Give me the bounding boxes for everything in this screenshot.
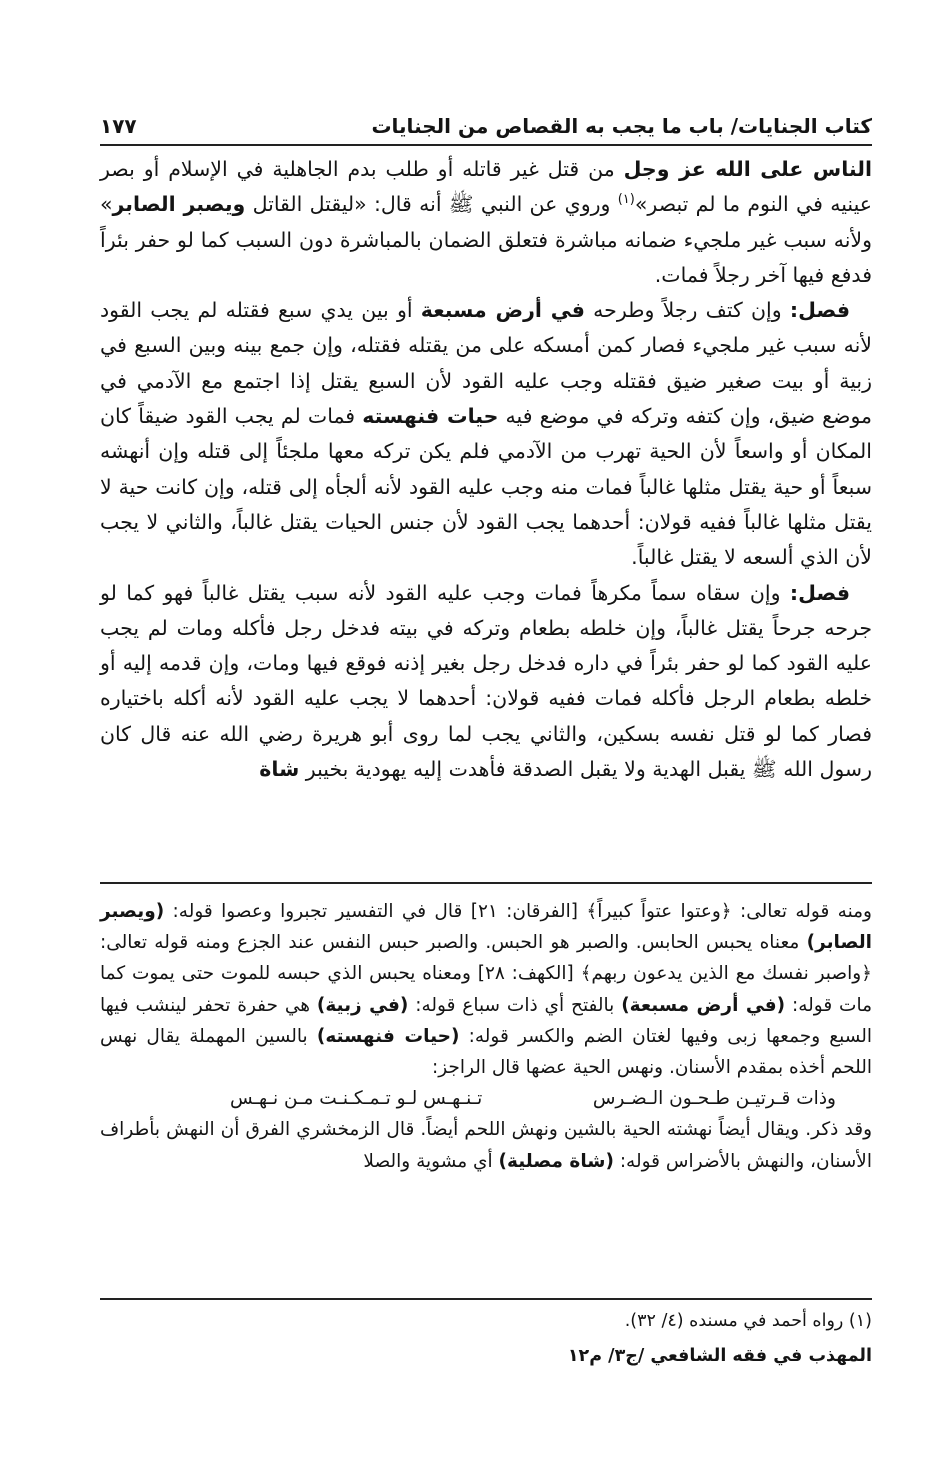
text-run: وإن كتف رجلاً وطرحه	[584, 298, 790, 323]
footnote-divider	[100, 1298, 872, 1300]
page-number: ١٧٧	[100, 114, 137, 138]
text-run: » ولأنه سبب غير ملجيء ضمانه مباشرة فتعلق الضمان بالمباشرة دون السبب كما لو حفر بئراً فدفع فيها آخر رجلاً فمات.	[100, 192, 872, 287]
verse-second-hemistich: تـنـهـس لـو تـمـكـنـت مـن نـهـس	[230, 1088, 483, 1110]
text-run: فمات لم يجب القود ضيقاً كان المكان أو واسعاً لأن الحية تهرب من الآدمي فلم يكن تركه معها ملجئاً إلى قتله وإن أنهشه سبعاً أو حية يقتل مثلها غالباً فمات منه وجب عليه القود لأنه ألجأه إلى قتله، وإن كانت حية لا يقتل مثلها غالباً ففيه قولان: أحدهما يجب القود لأن جنس الحيات يقتل غالباً، والثاني لا يجب لأن الذي ألسعه لا يقتل غالباً.	[100, 404, 872, 570]
text-run: شاة	[259, 757, 300, 782]
commentary-paragraph-2	[100, 1114, 872, 1176]
text-run: وقد ذكر. ويقال أيضاً نهشته الحية بالشين ونهش اللحم أيضاً. قال الزمخشري الفرق أن النهش بأطراف الأسنان، والنهش بالأضراس قوله:	[100, 1119, 872, 1172]
verse-first-hemistich: وذات قـرتيـن طـحـون الـضـرس	[592, 1088, 836, 1110]
text-run: ومنه قوله تعالى: ﴿وعتوا عتواً كبيراً﴾ [الفرقان: ٢١] قال في التفسير تجبروا وعصوا قوله:	[164, 901, 872, 922]
text-run: في أرض مسبعة	[420, 298, 585, 323]
text-run: (شاة مصلية)	[498, 1150, 614, 1172]
commentary-paragraph-1	[100, 896, 872, 1083]
running-header	[100, 100, 872, 138]
text-run: (في زبية)	[316, 994, 409, 1016]
section-label: فصل:	[789, 580, 850, 605]
paragraph-3	[100, 576, 872, 788]
text-run: ويصبر الصابر	[112, 192, 246, 217]
text-run: معناه يحبس الحابس. والصبر هو الحبس. والصبر حبس النفس عند الجزع ومنه قوله تعالى: ﴿واصبر نفسك مع الذين يدعون ربهم﴾ [الكهف: ٢٨] ومعناه يحبس الذي حبسه للموت حتى يموت كما مات قوله:	[100, 932, 872, 1016]
poetry-verse	[100, 1083, 872, 1114]
text-run: (ويصبر الصابر)	[100, 901, 872, 954]
book-signature: المهذب في فقه الشافعي /ج٣/ م١٢	[567, 1346, 872, 1366]
paragraph-2	[100, 293, 872, 575]
text-run: (في أرض مسبعة)	[621, 994, 786, 1016]
text-run: (حيات فنهسته)	[316, 1025, 460, 1047]
main-text	[100, 152, 872, 787]
text-run: وروي عن النبي ﷺ أنه قال: «ليقتل القاتل	[245, 192, 618, 217]
text-run: الناس على الله عز وجل	[623, 157, 873, 181]
footnote: (١) رواه أحمد في مسنده (٤/ ٣٢).	[624, 1311, 872, 1331]
text-run: بالفتح أي ذات سباع قوله:	[408, 994, 622, 1016]
paragraph-1	[100, 152, 872, 293]
commentary	[100, 896, 872, 1177]
text-run: هي حفرة تحفر لينشب فيها السبع وجمعها زبى وفيها لغتان الضم والكسر قوله:	[100, 994, 873, 1047]
text-run: من قتل غير قاتله أو طلب بدم الجاهلية في الإسلام أو بصر عينيه في النوم ما لم تبصر»	[100, 157, 872, 217]
text-run: وإن سقاه سماً مكرهاً فمات وجب عليه القود لأنه سبب يقتل غالباً فهو كما لو جرحه جرحاً يقتل غالباً، وإن خلطه بطعام وتركه في بيته فدخل رجل فأكله ومات لم يجب عليه القود كما لو حفر بئراً في داره فدخل رجل بغير إذنه فوقع فيها ومات، وإن قدمه إليه أو خلطه بطعام الرجل فأكله فمات ففيه قولان: أحدهما لا يجب عليه القود لأنه أكله باختياره فصار كما لو قتل نفسه بسكين، والثاني يجب لما روى أبو هريرة رضي الله عنه قال كان رسول الله ﷺ يقبل الهدية ولا يقبل الصدقة فأهدت إليه يهودية بخيبر	[100, 580, 872, 782]
footnote-marker[interactable]: (١)	[617, 192, 635, 208]
commentary-divider	[100, 882, 872, 884]
text-run: بالسين المهملة يقال نهس اللحم أخذه بمقدم الأسنان. ونهس الحية عضها قال الراجز:	[100, 1025, 872, 1079]
section-label: فصل:	[789, 298, 850, 323]
text-run: أي مشوية والصلا	[363, 1150, 499, 1172]
text-run: حيات فنهسته	[362, 404, 499, 429]
chapter-title: كتاب الجنايات/ باب ما يجب به القصاص من الجنايات	[371, 114, 872, 138]
text-run: أو بين يدي سبع فقتله لم يجب القود لأنه سبب غير ملجيء فصار كمن أمسكه على من يقتله فقتله، وإن جمع بينه وبين السبع في زبية أو بيت صغير ضيق فقتله وجب عليه القود لأن السبع يقتل إذا اجتمع مع الآدمي في موضع ضيق، وإن كتفه وتركه في موضع فيه	[100, 298, 873, 429]
header-divider	[100, 144, 872, 146]
